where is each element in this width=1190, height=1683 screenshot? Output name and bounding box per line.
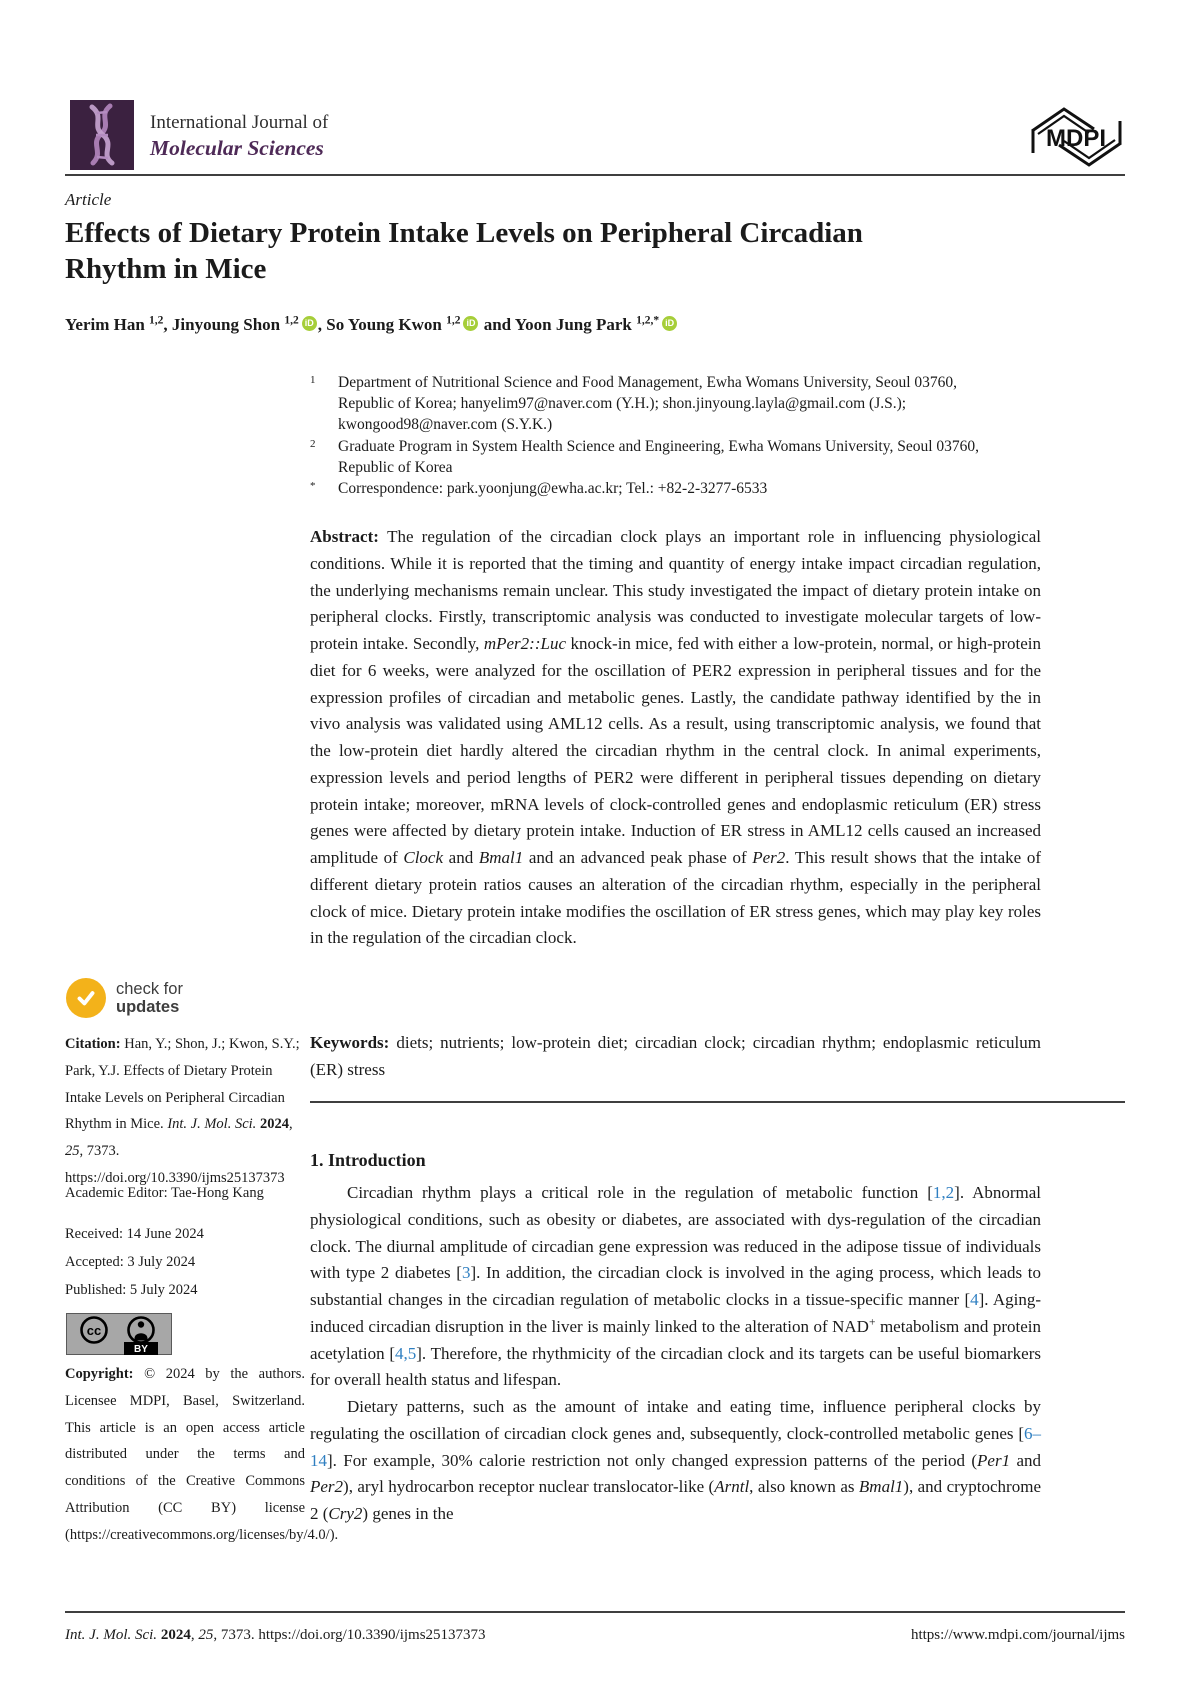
header-divider — [65, 174, 1125, 176]
text-segment: 1,2,* — [636, 314, 660, 327]
text-segment: . This result shows that the intake of different dietary protein ratios causes an alteration of the circadian rhythm, especially in the peripheral clock of mice. Dietary protein intake modifies the oscillation of ER stress genes, which may play key roles in the regulation of the circadian clock. — [310, 848, 1042, 948]
check-icon — [66, 978, 106, 1018]
text-segment: Clock — [403, 848, 444, 868]
affiliation-1-text: Department of Nutritional Science and Food Management, Ewha Womans University, Seoul 03760, Republic of Korea; hanyelim97@naver.com (Y.H.); shon.jinyoung.layla@gmail.com (J.S.); kwongood98@naver.com (S.Y.K.) — [338, 374, 958, 434]
text-segment: © 2024 by the authors. Licensee MDPI, Basel, Switzerland. This article is an open access article distributed under the terms and conditions of the Creative Commons Attribution (CC BY) license (https://creativecommons.org/licenses/by/4.0/). — [65, 1366, 339, 1543]
reference-link[interactable]: 6–14 — [310, 1423, 1041, 1470]
text-segment: Jinyoung Shon — [171, 315, 285, 334]
cc-label: cc — [86, 1323, 102, 1338]
text-segment: Int. J. Mol. Sci. — [167, 1116, 257, 1133]
affiliation-2 — [310, 436, 1000, 478]
paper-title-line2: Rhythm in Mice — [65, 252, 267, 285]
reference-link[interactable]: 1,2 — [932, 1183, 955, 1202]
cc-by-license-icon[interactable] — [66, 1313, 172, 1355]
section-heading-introduction: 1. Introduction — [310, 1150, 426, 1170]
reference-link[interactable]: 3 — [461, 1263, 471, 1283]
journal-logo — [70, 100, 134, 170]
text-segment: Yoon Jung Park — [514, 315, 637, 334]
text-segment: ), and cryptochrome 2 ( — [310, 1477, 1041, 1524]
correspondence-marker: * — [310, 480, 316, 493]
text-segment: Abstract: — [310, 527, 388, 546]
text-segment: , also known as — [749, 1477, 859, 1497]
reference-link[interactable]: 4 — [970, 1290, 979, 1310]
affiliation-1-marker: 1 — [310, 374, 316, 386]
text-segment: and an advanced peak phase of — [523, 848, 753, 868]
text-segment: 25 — [65, 1143, 80, 1160]
text-segment: Copyright: — [65, 1366, 145, 1382]
affiliation-1 — [310, 372, 1000, 436]
text-segment: , — [288, 1116, 293, 1133]
text-segment: , — [163, 315, 172, 334]
text-segment: ]. For example, 30% calorie restriction not only changed expression patterns of the period ( — [327, 1450, 978, 1470]
article-type-label: Article — [65, 190, 112, 209]
text-segment: metabolism and protein acetylation [ — [310, 1316, 1041, 1363]
check-badge-line1: check for — [116, 979, 183, 998]
journal-name-line1: International Journal of — [150, 112, 329, 133]
text-segment: Cry2 — [328, 1504, 363, 1524]
keywords-divider — [310, 1101, 1125, 1103]
orcid-icon[interactable]: iD — [662, 316, 677, 331]
history-dates — [65, 1221, 307, 1304]
text-segment: mPer2::Luc — [483, 634, 566, 654]
introduction-body — [310, 1180, 1041, 1528]
text-segment: 1,2 — [149, 314, 164, 327]
text-segment: , — [190, 1627, 199, 1643]
text-segment: ]. In addition, the circadian clock is involved in the aging process, which leads to substantial changes in the circadian regulation of metabolic clocks in a tissue-specific manner [ — [310, 1263, 1041, 1310]
published-date: Published: 5 July 2024 — [65, 1281, 198, 1298]
text-segment: 1,2 — [284, 314, 299, 327]
correspondence-text: Correspondence: park.yoonjung@ewha.ac.kr; Tel.: +82-2-3277-6533 — [338, 480, 768, 498]
affiliation-2-text: Graduate Program in System Health Science and Engineering, Ewha Womans University, Seoul 03760, Republic of Korea — [338, 437, 980, 476]
text-segment: , 7373. https://doi.org/10.3390/ijms25137373 — [213, 1627, 486, 1643]
orcid-icon[interactable]: iD — [463, 316, 478, 331]
mdpi-logo-icon — [1028, 106, 1125, 168]
paper-title — [65, 216, 1065, 287]
text-segment: Per2 — [752, 848, 786, 868]
text-segment: Yerim Han — [65, 315, 150, 334]
text-segment: + — [868, 1316, 876, 1329]
text-segment: Arntl — [714, 1477, 750, 1497]
by-label: BY — [134, 1344, 148, 1355]
received-date: Received: 14 June 2024 — [65, 1226, 204, 1242]
introduction-paragraph-1 — [310, 1180, 1041, 1394]
orcid-icon[interactable]: iD — [302, 316, 317, 331]
text-segment: and — [1010, 1450, 1041, 1470]
affiliations — [310, 372, 1000, 499]
check-for-updates-badge[interactable] — [66, 978, 183, 1018]
text-segment: 25 — [198, 1627, 214, 1643]
text-segment: Bmal1 — [478, 848, 524, 868]
text-segment: 2024 — [160, 1627, 191, 1643]
text-segment: Int. J. Mol. Sci. — [65, 1627, 161, 1643]
text-segment: Dietary patterns, such as the amount of intake and eating time, influence peripheral clocks by regulating the oscillation of circadian clock genes and, subsequently, clock-controlled metabolic genes [ — [310, 1397, 1041, 1443]
citation-block — [65, 1031, 307, 1192]
text-segment: diets; nutrients; low-protein diet; circadian clock; circadian rhythm; endoplasmic reticulum (ER) stress — [310, 1033, 1041, 1079]
text-segment: Circadian rhythm plays a critical role in the regulation of metabolic function [ — [347, 1183, 933, 1202]
footer-divider — [65, 1611, 1125, 1613]
journal-name-line2: Molecular Sciences — [150, 135, 324, 160]
text-segment: , — [317, 315, 327, 334]
check-badge-text — [116, 980, 183, 1016]
authors-line — [65, 315, 678, 335]
dna-icon — [70, 100, 134, 170]
text-segment: ]. Abnormal physiological conditions, such as obesity or diabetes, are associated with dys-regulation of the circadian clock. The diurnal amplitude of circadian gene expression was reduced in the adipose tissue of individuals with type 2 diabetes [ — [310, 1183, 1041, 1283]
text-segment: knock-in mice, fed with either a low-protein, normal, or high-protein diet for 6 weeks, were analyzed for the oscillation of PER2 expression in peripheral tissues and for the expression profiles of circadian and metabolic genes. Lastly, the candidate pathway identified by the in vivo analysis was validated using AML12 cells. As a result, using transcriptomic analysis, we found that the low-protein diet hardly altered the circadian rhythm in the central clock. In animal experiments, expression levels and period lengths of PER2 were different in peripheral tissues depending on dietary protein intake; moreover, mRNA levels of clock-controlled genes and endoplasmic reticulum (ER) stress genes were affected by dietary protein intake. Induction of ER stress in AML12 cells caused an increased amplitude of — [310, 634, 1041, 868]
text-segment: Han, Y.; Shon, J.; Kwon, S.Y.; Park, Y.J. Effects of Dietary Protein Intake Levels on Peripheral Circadian Rhythm in Mice. — [65, 1036, 300, 1133]
text-segment: 1,2 — [446, 314, 461, 327]
text-segment: Citation: — [65, 1036, 125, 1052]
footer-citation — [65, 1627, 486, 1644]
text-segment: Keywords: — [310, 1033, 397, 1052]
text-segment: So Young Kwon — [326, 315, 447, 334]
text-segment: , 7373. https://doi.org/10.3390/ijms25137373 — [65, 1143, 285, 1187]
text-segment: ]. Aging-induced circadian disruption in the liver is mainly linked to the alteration of NAD — [310, 1290, 1042, 1336]
text-segment: ]. Therefore, the rhythmicity of the circadian clock and its targets can be useful biomarkers for overall health status and lifespan. — [310, 1343, 1041, 1390]
text-segment: The regulation of the circadian clock plays an important role in influencing physiological conditions. While it is reported that the timing and quantity of energy intake impact circadian regulation, the underlying mechanisms remain unclear. This study investigated the impact of dietary protein intake on peripheral clocks. Firstly, transcriptomic analysis was conducted to investigate molecular targets of low-protein intake. Secondly, — [310, 527, 1041, 654]
text-segment: Per2 — [310, 1477, 344, 1497]
abstract-paragraph — [310, 524, 1041, 952]
academic-editor-line: Academic Editor: Tae-Hong Kang — [65, 1185, 264, 1201]
introduction-paragraph-2 — [310, 1394, 1041, 1528]
reference-link[interactable]: 4,5 — [394, 1343, 417, 1363]
text-segment: and — [443, 848, 479, 868]
text-segment: Bmal1 — [858, 1477, 904, 1497]
footer-journal-url[interactable]: https://www.mdpi.com/journal/ijms — [910, 1627, 1125, 1643]
text-segment: ) genes in the — [362, 1504, 454, 1524]
keywords-paragraph — [310, 1030, 1041, 1084]
text-segment: Per1 — [977, 1450, 1011, 1470]
paper-title-line1: Effects of Dietary Protein Intake Levels on Peripheral Circadian — [65, 217, 863, 249]
correspondence — [310, 478, 1000, 499]
journal-name — [150, 111, 328, 162]
text-segment: 2024 — [259, 1116, 289, 1133]
text-segment: and — [479, 315, 515, 334]
affiliation-2-marker: 2 — [310, 437, 316, 450]
check-badge-line2: updates — [116, 998, 180, 1016]
text-segment: ), aryl hydrocarbon receptor nuclear translocator-like ( — [343, 1477, 715, 1497]
mdpi-logo-text: MDPI — [1046, 125, 1106, 152]
accepted-date: Accepted: 3 July 2024 — [65, 1253, 196, 1270]
